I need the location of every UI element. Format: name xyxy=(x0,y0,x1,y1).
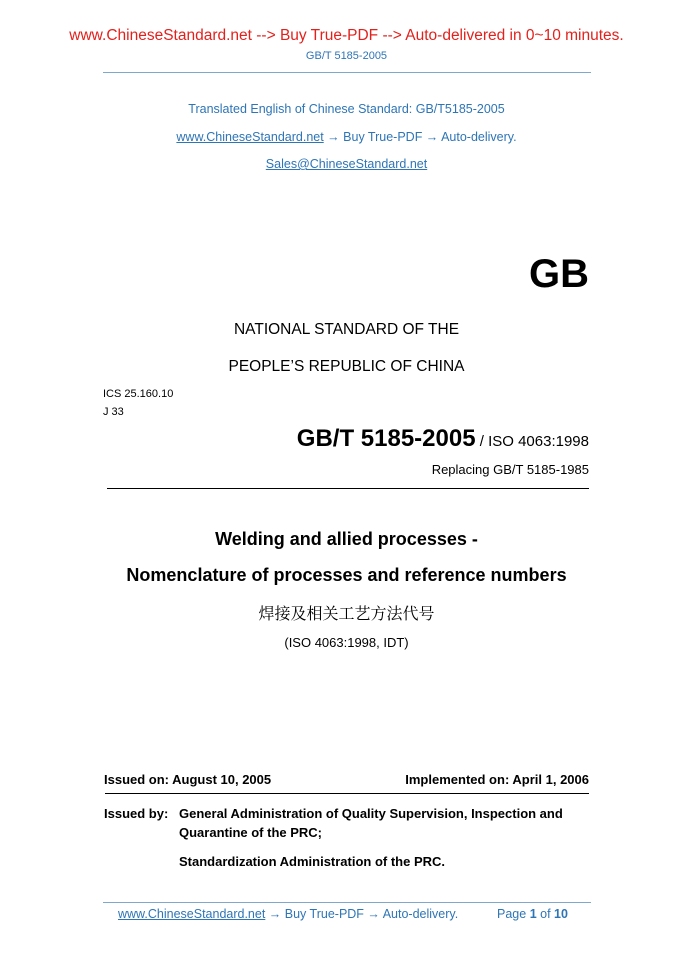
issued-by-label: Issued by: xyxy=(104,806,169,821)
gb-mark: GB xyxy=(529,252,589,296)
footer-site-suffix: → Buy True-PDF → Auto-delivery. xyxy=(265,907,459,921)
email-link[interactable]: Sales@ChineseStandard.net xyxy=(265,157,428,171)
footer-site-line xyxy=(118,907,458,921)
title-en-line-1: Welding and allied processes - xyxy=(215,529,478,549)
issued-by-line-2: Quarantine of the PRC; xyxy=(179,825,323,840)
email-line xyxy=(0,157,693,171)
translated-line: Translated English of Chinese Standard: GB/T5185-2005 xyxy=(188,102,505,116)
header-standard-code: GB/T 5185-2005 xyxy=(305,50,388,62)
site-line xyxy=(0,130,693,144)
footer-divider xyxy=(103,902,591,903)
page-indicator xyxy=(497,907,568,921)
main-divider xyxy=(107,488,589,489)
issued-by-line-3: Standardization Administration of the PRC. xyxy=(179,854,446,869)
footer-site-link[interactable]: www.ChineseStandard.net xyxy=(118,907,266,921)
page-number: 1 xyxy=(529,907,537,921)
iso-equivalent: / ISO 4063:1998 xyxy=(475,433,589,450)
standard-number-line xyxy=(297,425,589,453)
national-line-2: PEOPLE’S REPUBLIC OF CHINA xyxy=(228,358,465,375)
of-label: of xyxy=(540,907,551,921)
standard-number: GB/T 5185-2005 xyxy=(296,425,476,452)
page-label: Page xyxy=(497,907,527,921)
site-suffix: → Buy True-PDF → Auto-delivery. xyxy=(323,130,517,144)
ccs-code: J 33 xyxy=(103,406,124,418)
implemented-on: Implemented on: April 1, 2006 xyxy=(405,772,589,787)
adoption-note: (ISO 4063:1998, IDT) xyxy=(284,635,409,650)
title-en-line-2: Nomenclature of processes and reference numbers xyxy=(126,565,567,585)
issue-divider xyxy=(105,793,589,794)
top-banner[interactable]: www.ChineseStandard.net --> Buy True-PDF --> Auto-delivered in 0~10 minutes. xyxy=(69,27,624,44)
replacing-line: Replacing GB/T 5185-1985 xyxy=(431,462,589,477)
issued-on: Issued on: August 10, 2005 xyxy=(104,772,272,787)
national-line-1: NATIONAL STANDARD OF THE xyxy=(233,321,460,338)
site-link[interactable]: www.ChineseStandard.net xyxy=(176,130,324,144)
title-cn: 焊接及相关工艺方法代号 xyxy=(258,604,435,623)
ics-code: ICS 25.160.10 xyxy=(103,388,174,400)
page-total: 10 xyxy=(554,907,568,921)
issued-by-line-1: General Administration of Quality Supervision, Inspection and xyxy=(179,806,563,821)
header-divider xyxy=(103,72,591,73)
